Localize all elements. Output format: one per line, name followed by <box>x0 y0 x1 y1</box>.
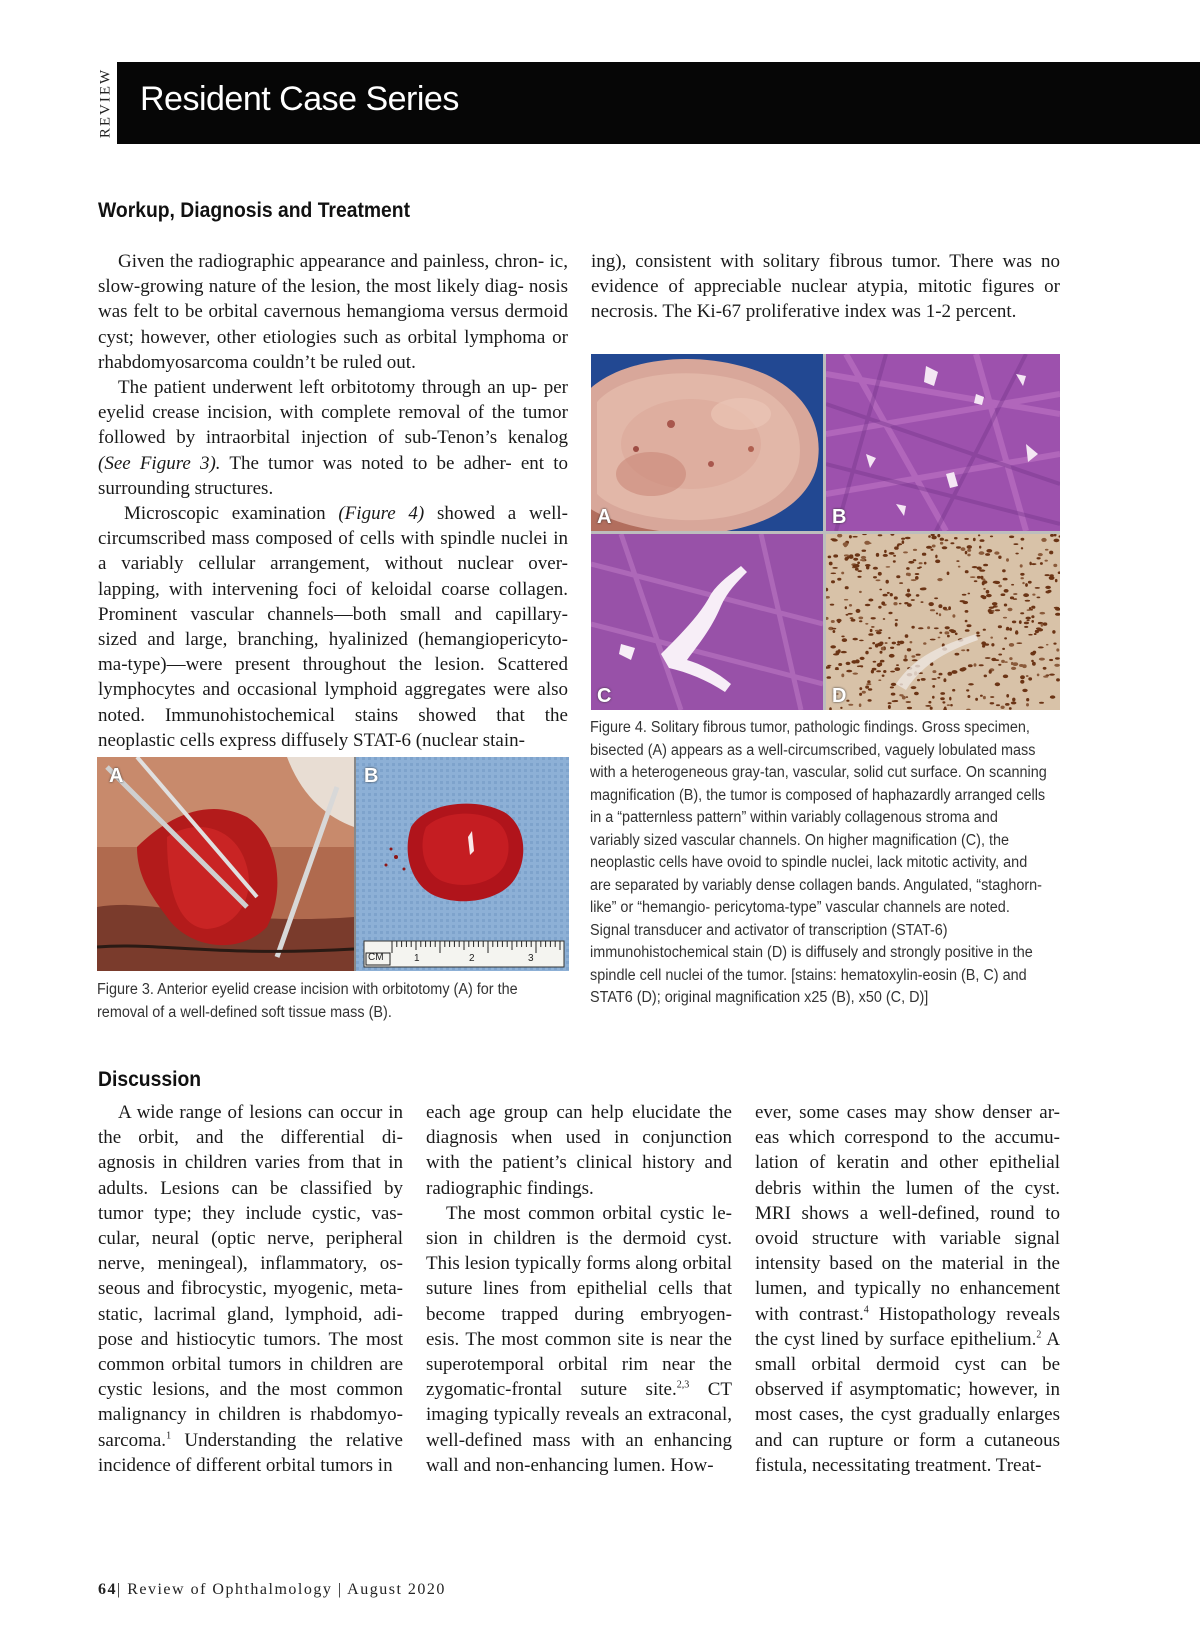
paragraph: ing), consistent with solitary fibrous tumor. There was no evidence of appreciable nuclear atypia, mitotic figures or necrosis. The Ki-67 proliferative index was 1-2 percent. <box>591 251 1060 323</box>
header-title: Resident Case Series <box>140 80 459 118</box>
panel-label-b: B <box>364 765 379 787</box>
ruler-tick-label: 1 <box>414 953 420 964</box>
reference-superscript: 1 <box>166 1430 172 1442</box>
section-heading-workup: Workup, Diagnosis and Treatment <box>98 199 411 222</box>
histology-image-c <box>591 534 823 710</box>
discussion-column-1 <box>98 1100 403 1478</box>
journal-issue: | Review of Ophthalmology | August 2020 <box>117 1581 446 1598</box>
discussion-column-2 <box>426 1100 732 1478</box>
reference-superscript: 4 <box>863 1304 869 1316</box>
ruler-tick-label: 3 <box>528 953 534 964</box>
figure-4-panel-c <box>591 534 823 710</box>
panel-label-b: B <box>832 506 847 528</box>
ihc-image-d <box>826 534 1060 710</box>
reference-superscript: 2 <box>1036 1329 1042 1341</box>
review-tab <box>96 62 116 144</box>
paragraph: A wide range of lesions can occur in the orbit, and the differential di- agnosis in children varies from that in adults. Lesions can be classified by tumor type; they include cystic, vas- cular, neural (optic nerve, peripheral nerve, meningeal), inflammatory, os- seous and fibrocystic, myogenic, meta- static, lacrimal gland, lymphoid, adi- pose and histiocytic tumors. The most common orbital tumors in children are cystic lesions, and the most common malignancy in children is rhabdomyo- sarcoma.$^1$ Understanding the relative incidence of different orbital tumors in <box>98 1102 403 1476</box>
gross-specimen-image <box>591 354 823 531</box>
page-number: 64 <box>98 1581 117 1598</box>
discussion-column-3 <box>755 1100 1060 1478</box>
header-bar <box>118 62 1200 144</box>
paragraph: The patient underwent left orbitotomy through an up- per eyelid crease incision, with complete removal of the tumor followed by intraorbital injection of sub-Tenon’s kenalog (See Figure 3). The tumor was noted to be adher- ent to surrounding structures. <box>98 377 568 499</box>
page-footer <box>98 1581 446 1599</box>
panel-label-a: A <box>597 506 612 528</box>
surgery-photo <box>97 757 354 971</box>
figure-4-caption: Figure 4. Solitary fibrous tumor, pathologic findings. Gross specimen, bisected (A) appears as a well-circumscribed, vaguely lobulated mass with a heterogeneous gray-tan, vascular, solid cut surface. On scanning magnification (B), the tumor is composed of haphazardly arranged cells in a “patternless pattern” within variably collagenous stroma and variably sized vascular channels. On higher magnification (C), the neoplastic cells have ovoid to spindle nuclei, lack mitotic activity, and are separated by variably dense collagen bands. Angulated, “staghorn-like” or “hemangio- pericytoma-type” vascular channels are noted. Signal transducer and activator of transcription (STAT-6) immunohistochemical stain (D) is diffusely and strongly positive in the spindle cell nuclei of the tumor. [stains: hematoxylin-eosin (B, C) and STAT6 (D); original magnification x25 (B), x50 (C, D)] <box>590 719 1047 1006</box>
ruler-tick-label: 2 <box>469 953 475 964</box>
paragraph: each age group can help elucidate the diagnosis when used in conjunction with the patient’s clinical history and radiographic findings. <box>426 1102 732 1199</box>
workup-column-left <box>98 249 568 753</box>
figure-3-caption: Figure 3. Anterior eyelid crease incision with orbitotomy (A) for the removal of a well-defined soft tissue mass (B). <box>97 981 518 1021</box>
workup-column-right <box>591 249 1060 325</box>
paragraph: ever, some cases may show denser ar- eas which correspond to the accumu- lation of keratin and other epithelial debris within the lumen of the cyst. MRI shows a well-defined, round to ovoid structure with variable signal intensity based on the material in the lumen, and typically no enhancement with contrast.$^4$ Histopathology reveals the cyst lined by surface epithelium.$^2$ A small orbital dermoid cyst can be observed if asymptomatic; however, in most cases, the cyst gradually enlarges and can rupture or form a cutaneous fistula, necessitating treatment. Treat- <box>755 1102 1060 1476</box>
excised-mass-photo <box>356 757 569 971</box>
paragraph: The most common orbital cystic le- sion in children is the dermoid cyst. This lesion typically forms along orbital suture lines from epithelial cells that become trapped during embryogen- esis. The most common site is near the superotemporal orbital rim near the zygomatic-frontal suture site.$^{2,3}$ CT imaging typically reveals an extraconal, well-defined mass with an enhancing wall and non-enhancing lumen. How- <box>426 1202 732 1476</box>
section-heading-discussion: Discussion <box>98 1068 202 1091</box>
figure-3 <box>97 757 569 971</box>
paragraph: Microscopic examination (Figure 4) showed a well- circumscribed mass composed of cells with spindle nuclei in a variably cellular arrangement, without nuclear over- lapping, with intervening foci of keloidal coarse collagen. Prominent vascular channels—both small and capillary- sized and large, branching, hyalinized (hemangiopericyto- ma-type)—were present throughout the lesion. Scattered lymphocytes and occasional lymphoid aggregates were also noted. Immunohistochemical stains showed that the neoplastic cells express diffusely STAT-6 (nuclear stain- <box>98 503 568 751</box>
panel-label-a: A <box>109 765 124 787</box>
ruler-unit-label: CM <box>368 952 384 963</box>
figure-4-panel-b <box>826 354 1060 531</box>
histology-image-b <box>826 354 1060 531</box>
paragraph: Given the radiographic appearance and painless, chron- ic, slow-growing nature of the lesion, the most likely diag- nosis was felt to be orbital cavernous hemangioma versus dermoid cyst; however, other etiologies such as orbital lymphoma or rhabdomyosarcoma couldn’t be ruled out. <box>98 251 568 373</box>
review-tab-label: REVIEW <box>97 67 114 139</box>
panel-label-c: C <box>597 685 612 707</box>
figure-3-panel-b <box>356 757 569 971</box>
figure-4 <box>591 354 1060 710</box>
figure-4-panel-a <box>591 354 823 531</box>
figure-3-panel-a <box>97 757 354 971</box>
figure-4-panel-d <box>826 534 1060 710</box>
reference-superscript: 2,3 <box>676 1379 690 1391</box>
panel-label-d: D <box>832 685 847 707</box>
